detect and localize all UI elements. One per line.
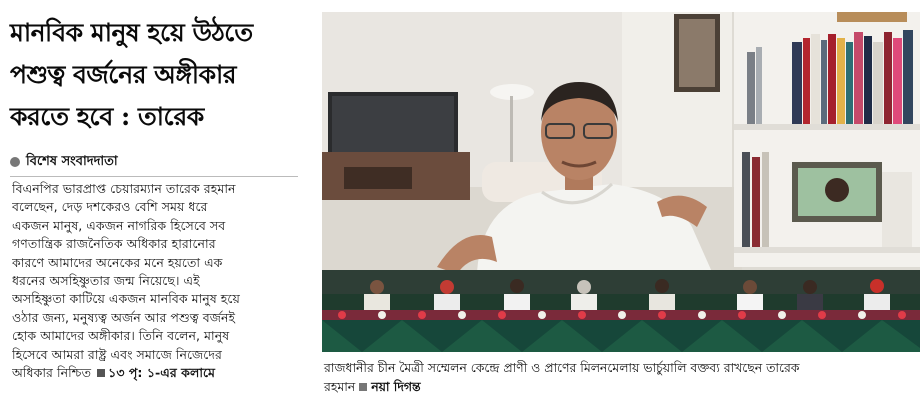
body-line: একজন মানুষ, একজন নাগরিক হিসেবে সব: [12, 217, 226, 233]
photo-credit: [355, 379, 420, 394]
body-line: গণতান্ত্রিক রাজনৈতিক অধিকার হারানোর: [12, 236, 216, 252]
body-line: ওঠার জন্য, মনুষ্যত্ব অর্জন আর পশুত্ব বর্জনই: [12, 309, 236, 325]
body-line: হিসেবে আমরা রাষ্ট্র এবং সমাজে নিজেদের: [12, 346, 222, 362]
continued-text: ১৩ পৃ: ১-এর কলামে: [108, 365, 216, 381]
photo-illustration: [322, 12, 920, 352]
headline: [10, 12, 306, 138]
divider: [10, 176, 298, 177]
bullet-icon: [10, 157, 20, 167]
flower-decoration: [338, 311, 906, 319]
headline-line: করতে হবে : তারেক: [10, 102, 204, 131]
news-article: [0, 0, 308, 412]
square-bullet-icon: [97, 369, 105, 377]
byline-text: বিশেষ সংবাদদাতা: [26, 153, 118, 169]
caption-line-2: [324, 377, 920, 396]
body-line: বলেছেন, দেড় দশকেরও বেশি সময় ধরে: [12, 199, 208, 215]
square-bullet-icon: [359, 383, 367, 391]
body-line: হোক আমাদের অঙ্গীকার। তিনি বলেন, মানুষ: [12, 328, 230, 344]
continued-reference[interactable]: [95, 365, 215, 380]
headline-line: পশুত্ব বর্জনের অঙ্গীকার: [10, 60, 237, 89]
article-body: [12, 180, 298, 382]
headline-line: মানবিক মানুষ হয়ে উঠতে: [10, 18, 253, 47]
news-photo: [322, 12, 920, 352]
body-line: অসহিষ্ণুতা কাটিয়ে একজন মানবিক মানুষ হয়ে: [12, 291, 240, 307]
body-line-last: [12, 364, 298, 382]
body-line: বিএনপির ভারপ্রাপ্ত চেয়ারম্যান তারেক রহমান: [12, 181, 236, 196]
body-line: কারণে আমাদের অনেকের মনে হয়তো এক: [12, 254, 223, 270]
caption-line: রাজধানীর চীন মৈত্রী সম্মেলন কেন্দ্রে প্রাণী ও প্রাণের মিলনমেলায় ভার্চুয়ালি বক্তব্য রাখছেন তারেক: [324, 360, 800, 375]
photo-caption: [324, 358, 920, 396]
body-line: অধিকার নিশ্চিত: [12, 365, 92, 381]
credit-text: নয়া দিগন্ত: [371, 379, 421, 394]
body-line: ধরনের অসহিষ্ণুতার জন্ম নিয়েছে। এই: [12, 273, 200, 289]
byline: [10, 152, 118, 172]
caption-line: রহমান: [324, 379, 356, 394]
